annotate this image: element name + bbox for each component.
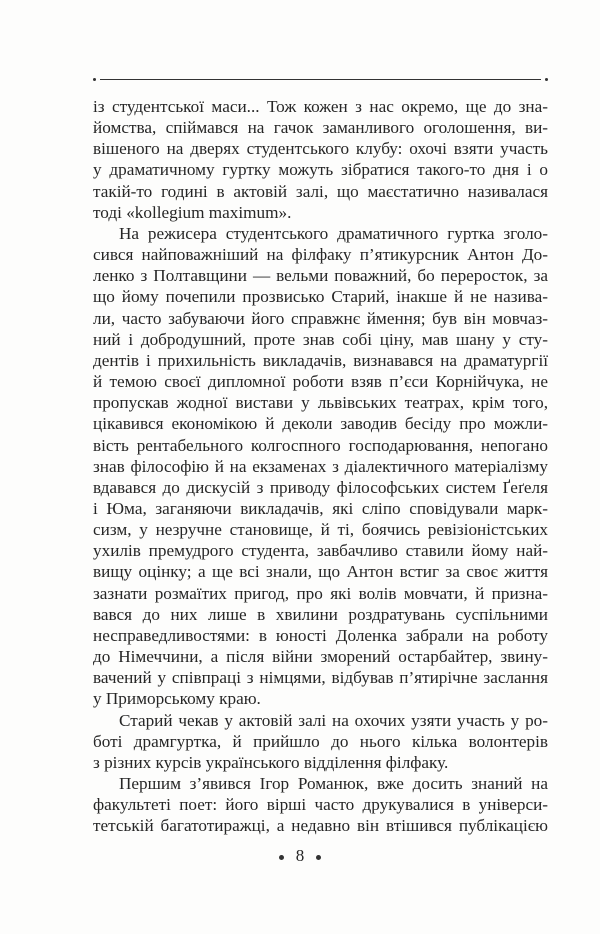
footer-bullet-left [279,855,284,860]
text-line: що йому почепили прозвисько Старий, інакше й не назива- [93,287,548,307]
text-line: ли, часто забуваючи його справжнє ймення; був він мовчаз- [93,308,548,328]
paragraph [93,96,548,223]
text-line: вався до них лише в хвилини роздратувань суспільними [93,604,548,624]
text-line: вішеного на дверях студентського клубу: охочі взяти участь [93,139,548,159]
header-rule [93,78,548,82]
text-line: На режисера студентського драматичного гуртка зголо- [119,223,548,243]
text-line: боті драмгуртка, й прийшло до нього кілька волонтерів [93,731,548,751]
text-line: сився найповажніший на філфаку п’ятикурсник Антон До- [93,245,548,265]
page-footer [0,846,600,866]
text-line: у драматичному гуртку можуть зібратися такого-то дня і о [93,160,548,180]
text-line: такій-то годині в актовій залі, що маєстатично називалася [93,181,548,201]
text-line: вищу оцінку; а ще всі знали, що Антон встиг за своє життя [93,562,548,582]
paragraph [93,773,548,836]
footer-bullet-right [316,855,321,860]
text-line: знав філософію й на екзаменах з діалектичного матеріалізму [93,456,548,476]
text-line: із студентської маси... Тож кожен з нас окремо, ще до зна- [93,97,548,116]
text-line: Першим з’явився Ігор Романюк, вже досить знаний на [119,774,548,793]
text-line: Старий чекав у актовій залі на охочих узяти участь у ро- [119,710,548,730]
text-line: ний і добродушний, проте знав собі ціну, мав шану у сту- [93,329,548,349]
text-line: до Німеччини, а після війни зморений остарбайтер, звину- [93,647,548,667]
text-line: ухилів премудрого студента, завбачливо ставили йому най- [93,541,548,561]
body-text [93,96,548,836]
text-line: факультеті поет: його вірші часто друкувалися в універси- [93,795,548,815]
paragraph [93,710,548,773]
text-line: і Юма, заганяючи викладачів, які сліпо сповідували марк- [93,498,548,518]
text-line: й темою своєї дипломної роботи взяв п’єси Корнійчука, не [93,372,548,392]
text-line: у Приморському краю. [93,689,261,709]
header-rule-dot-left [93,78,96,81]
text-line: ленко з Полтавщини — вельми поважний, бо переросток, за [93,266,548,286]
page-number: 8 [295,846,305,865]
text-line: вдавався до дискусій з приводу філософських систем Ґеґеля [93,477,548,497]
text-line: вість рентабельного колгоспного господарювання, непогано [93,435,548,455]
text-line: пропускав жодної вистави у львівських театрах, крім того, [93,393,548,413]
text-line: тоді «kollegium maximum». [93,202,292,222]
text-line: тетській багатотиражці, а недавно він втішився публікацією [93,816,548,836]
text-line: з різних курсів українського відділення філфаку. [93,752,449,772]
header-rule-dot-right [545,78,548,81]
text-line: зазнати розмаїтих пригод, про які волів мовчати, й призна- [93,583,548,603]
text-line: сизм, у незручне становище, й ті, боячись ревізіоністських [93,520,548,540]
text-line: дентів і прихильність викладачів, визнавався на драматургії [93,350,548,370]
text-line: цікавився економікою й деколи заводив бесіду про можли- [93,414,548,434]
header-rule-line [100,79,541,80]
text-line: йомства, спіймався на гачок заманливого оголошення, ви- [93,118,548,138]
text-line: вачений у співпраці з німцями, відбував п’ятирічне заслання [93,668,548,688]
paragraph [93,223,548,710]
text-line: несправедливостями: в юності Доленка забрали на роботу [93,625,548,645]
